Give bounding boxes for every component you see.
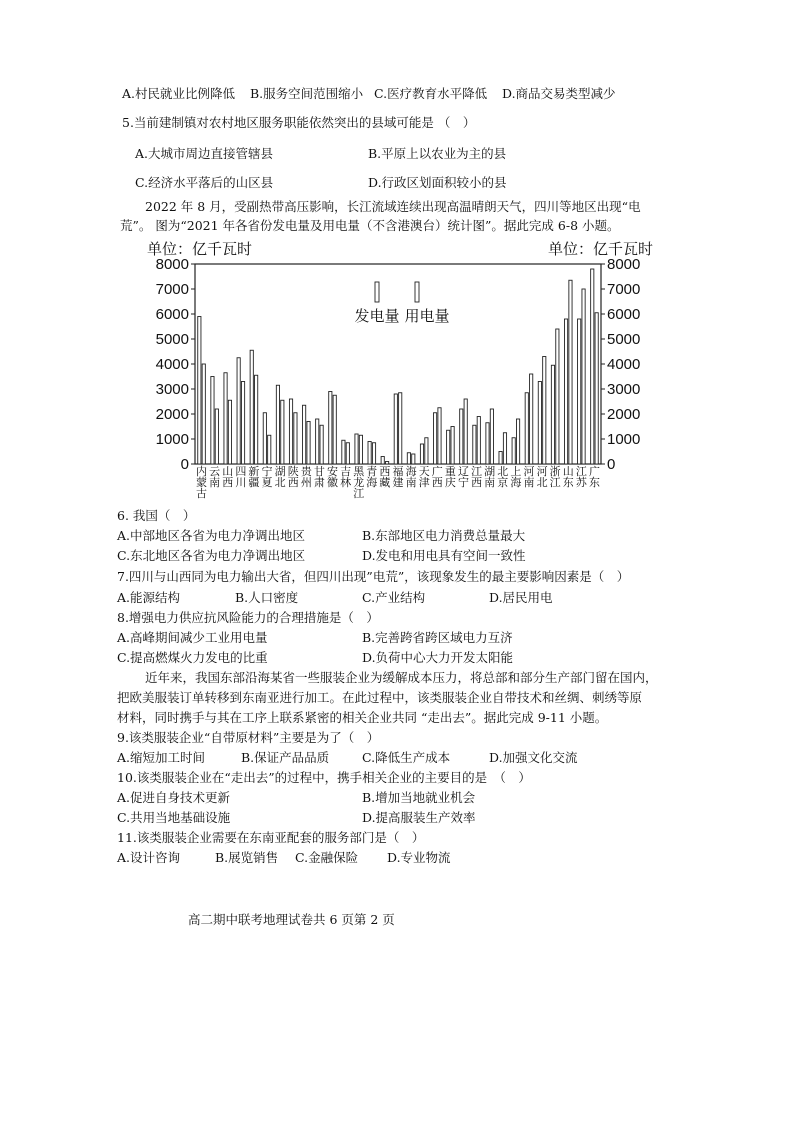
y-tick-label-right: 6000 xyxy=(607,306,641,323)
bar-generation xyxy=(460,409,463,464)
bar-consumption xyxy=(438,408,441,464)
q5-option-d: D.行政区划面积较小的县 xyxy=(368,175,507,190)
bar-consumption xyxy=(202,364,205,464)
bar-consumption xyxy=(399,393,402,464)
bar-consumption xyxy=(320,425,323,464)
x-category-label: 青 xyxy=(366,466,378,478)
q4-option-b: B.服务空间范围缩小 xyxy=(250,86,364,101)
q9-option-a: A.缩短加工时间 xyxy=(117,750,206,765)
bar-consumption xyxy=(228,400,231,464)
q8-option-d: D.负荷中心大力开发太阳能 xyxy=(362,650,514,665)
bar-consumption xyxy=(372,443,375,464)
bar-consumption xyxy=(359,435,362,464)
x-category-label: 云 xyxy=(209,466,221,478)
y-tick-label-right: 2000 xyxy=(607,406,641,423)
bar-generation xyxy=(342,440,345,464)
x-category-label: 江 xyxy=(471,466,483,478)
x-category-label: 新 xyxy=(248,466,260,478)
q7-stem: 7.四川与山西同为电力输出大省，但四川出现”电荒”，该现象发生的最主要影响因素是（ ） xyxy=(117,569,630,584)
bar-generation xyxy=(289,399,292,464)
bar-consumption xyxy=(307,422,310,465)
x-category-label: 吉 xyxy=(340,466,352,478)
x-category-label: 山 xyxy=(222,466,234,478)
x-category-label: 广 xyxy=(588,466,600,478)
y-tick-label-left: 2000 xyxy=(155,406,189,423)
q6-option-b: B.东部地区电力消费总量最大 xyxy=(362,528,526,543)
bar-consumption xyxy=(333,395,336,464)
q10-option-c: C.共用当地基础设施 xyxy=(117,810,231,825)
x-category-label: 疆 xyxy=(248,477,260,489)
intro-6-8-line-1: 2022 年 8 月，受副热带高压影响，长江流域连续出现高温晴朗天气，四川等地区出现“电 xyxy=(145,199,641,214)
x-category-label: 辽 xyxy=(457,466,469,478)
x-category-label: 东 xyxy=(562,477,574,489)
y-tick-label-right: 1000 xyxy=(607,431,641,448)
q8-stem: 8.增强电力供应抗风险能力的合理措施是（ ） xyxy=(117,610,379,625)
x-category-label: 南 xyxy=(484,477,496,489)
bar-consumption xyxy=(412,454,415,464)
page-footer: 高二期中联考地理试卷共 6 页第 2 页 xyxy=(188,912,395,927)
y-tick-label-right: 3000 xyxy=(607,381,641,398)
bar-consumption xyxy=(451,427,454,465)
q4-option-a: A.村民就业比例降低 xyxy=(122,86,236,101)
x-category-label: 古 xyxy=(196,488,208,500)
x-category-label: 湖 xyxy=(484,466,496,478)
y-tick-label-right: 4000 xyxy=(607,356,641,373)
bar-generation xyxy=(211,377,214,465)
bar-generation xyxy=(276,385,279,464)
bar-consumption xyxy=(464,399,467,464)
x-category-label: 上 xyxy=(510,466,522,478)
q6-stem: 6. 我国（ ） xyxy=(117,508,196,523)
q8-option-a: A.高峰期间减少工业用电量 xyxy=(117,630,268,645)
q5-option-b: B.平原上以农业为主的县 xyxy=(368,146,507,161)
q11-option-c: C.金融保险 xyxy=(295,850,359,865)
q5-option-a: A.大城市周边直接管辖县 xyxy=(135,146,274,161)
bar-generation xyxy=(473,425,476,464)
x-category-label: 海 xyxy=(510,477,522,489)
bar-consumption xyxy=(477,417,480,465)
q11-option-b: B.展览销售 xyxy=(215,850,279,865)
q6-option-d: D.发电和用电具有空间一致性 xyxy=(362,548,526,563)
x-category-label: 蒙 xyxy=(196,477,208,489)
power-chart xyxy=(145,238,655,500)
chart-plot-area xyxy=(156,256,641,500)
bar-consumption xyxy=(386,462,389,465)
bar-consumption xyxy=(516,419,519,464)
bar-consumption xyxy=(281,400,284,464)
bar-generation xyxy=(368,442,371,465)
legend-label-consumption: 用电量 xyxy=(404,308,450,325)
bar-consumption xyxy=(543,357,546,465)
q10-stem: 10.该类服装企业在“走出去”的过程中，携手相关企业的主要目的是 （ ） xyxy=(117,770,531,785)
q11-option-a: A.设计咨询 xyxy=(117,850,181,865)
bar-consumption xyxy=(530,374,533,464)
q8-option-c: C.提高燃煤火力发电的比重 xyxy=(117,650,268,665)
bar-generation xyxy=(486,423,489,464)
bar-generation xyxy=(538,382,541,465)
x-category-label: 浙 xyxy=(549,466,561,478)
y-tick-label-left: 6000 xyxy=(155,306,189,323)
bar-generation xyxy=(499,452,502,465)
x-category-label: 重 xyxy=(444,466,456,478)
x-category-label: 黑 xyxy=(353,466,365,478)
x-category-label: 海 xyxy=(366,477,378,489)
y-tick-label-left: 0 xyxy=(180,456,189,473)
x-category-label: 宁 xyxy=(261,466,273,478)
bar-generation xyxy=(578,319,581,464)
x-category-label: 广 xyxy=(431,466,443,478)
y-tick-label-left: 1000 xyxy=(155,431,189,448)
bar-generation xyxy=(224,373,227,464)
chart-ylabel-left: 单位：亿千瓦时 xyxy=(147,241,253,258)
x-category-label: 河 xyxy=(523,466,535,478)
bar-consumption xyxy=(595,313,598,464)
x-category-label: 南 xyxy=(405,477,417,489)
q10-option-d: D.提高服装生产效率 xyxy=(362,810,476,825)
bar-consumption xyxy=(215,409,218,464)
x-category-label: 湖 xyxy=(274,466,286,478)
q9-option-b: B.保证产品品质 xyxy=(241,750,330,765)
y-tick-label-right: 7000 xyxy=(607,281,641,298)
x-category-label: 林 xyxy=(340,477,352,489)
q11-stem: 11.该类服装企业需要在东南亚配套的服务部门是（ ） xyxy=(117,830,425,845)
q8-option-b: B.完善跨省跨区域电力互济 xyxy=(362,630,513,645)
q6-option-c: C.东北地区各省为电力净调出地区 xyxy=(117,548,306,563)
bar-generation xyxy=(316,419,319,464)
intro-9-11-line-3: 材料，同时携手与其在工序上联系紧密的相关企业共同 “走出去”。据此完成 9-11 小题。 xyxy=(117,710,608,725)
bar-generation xyxy=(512,438,515,464)
x-category-label: 江 xyxy=(353,488,365,500)
bar-generation xyxy=(394,394,397,464)
q7-option-a: A.能源结构 xyxy=(117,590,181,605)
intro-6-8-line-2: 荒”。 图为“2021 年各省份发电量及用电量（不含港澳台）统计图”。据此完成 6-8 小题。 xyxy=(120,218,620,233)
intro-9-11-line-1: 近年来，我国东部沿海某省一些服装企业为缓解成本压力，将总部和部分生产部门留在国内， xyxy=(145,670,658,685)
bar-generation xyxy=(198,317,201,465)
q5-stem: 5.当前建制镇对农村地区服务职能依然突出的县域可能是 （ ） xyxy=(122,115,476,130)
bar-generation xyxy=(263,413,266,464)
q7-option-b: B.人口密度 xyxy=(235,590,299,605)
q10-option-a: A.促进自身技术更新 xyxy=(117,790,231,805)
bar-consumption xyxy=(556,329,559,464)
bar-generation xyxy=(420,444,423,464)
bar-generation xyxy=(250,350,253,464)
q7-option-d: D.居民用电 xyxy=(489,590,553,605)
x-category-label: 藏 xyxy=(379,477,391,489)
y-tick-label-right: 8000 xyxy=(607,256,641,273)
x-category-label: 天 xyxy=(418,466,430,478)
bar-consumption xyxy=(569,280,572,464)
bar-generation xyxy=(433,413,436,464)
bar-consumption xyxy=(268,435,271,464)
bar-consumption xyxy=(490,409,493,464)
q7-option-c: C.产业结构 xyxy=(362,590,426,605)
x-category-label: 西 xyxy=(379,466,391,478)
x-category-label: 建 xyxy=(392,477,404,489)
q11-option-d: D.专业物流 xyxy=(387,850,451,865)
x-category-label: 京 xyxy=(497,477,509,489)
bar-generation xyxy=(303,405,306,464)
bar-generation xyxy=(447,430,450,464)
x-category-label: 北 xyxy=(536,477,548,489)
x-category-label: 甘 xyxy=(313,466,325,478)
x-category-label: 西 xyxy=(287,477,299,489)
bar-consumption xyxy=(346,443,349,464)
y-tick-label-left: 8000 xyxy=(155,256,189,273)
x-category-label: 江 xyxy=(549,477,561,489)
x-category-label: 西 xyxy=(471,477,483,489)
bar-consumption xyxy=(255,375,258,464)
x-category-label: 肃 xyxy=(313,477,325,489)
x-category-label: 津 xyxy=(418,477,430,489)
x-category-label: 川 xyxy=(235,477,247,489)
x-category-label: 北 xyxy=(497,466,509,478)
chart-ylabel-right: 单位：亿千瓦时 xyxy=(547,241,653,258)
y-tick-label-left: 5000 xyxy=(155,331,189,348)
x-category-label: 海 xyxy=(405,466,417,478)
x-category-label: 徽 xyxy=(327,477,339,489)
q5-option-c: C.经济水平落后的山区县 xyxy=(135,175,274,190)
q9-option-c: C.降低生产成本 xyxy=(362,750,451,765)
legend-swatch-generation xyxy=(375,282,379,302)
x-category-label: 西 xyxy=(431,477,443,489)
bar-consumption xyxy=(425,438,428,464)
x-category-label: 河 xyxy=(536,466,548,478)
x-category-label: 陕 xyxy=(287,466,299,478)
q4-option-c: C.医疗教育水平降低 xyxy=(374,86,488,101)
x-category-label: 四 xyxy=(235,466,247,478)
bar-generation xyxy=(407,453,410,464)
x-category-label: 贵 xyxy=(300,466,312,478)
bar-consumption xyxy=(241,382,244,465)
q6-option-a: A.中部地区各省为电力净调出地区 xyxy=(117,528,306,543)
y-tick-label-left: 3000 xyxy=(155,381,189,398)
y-tick-label-right: 0 xyxy=(607,456,616,473)
bar-generation xyxy=(355,434,358,464)
x-category-label: 江 xyxy=(575,466,587,478)
x-category-label: 福 xyxy=(392,466,404,478)
bar-generation xyxy=(564,319,567,464)
y-tick-label-left: 7000 xyxy=(155,281,189,298)
q9-option-d: D.加强文化交流 xyxy=(489,750,578,765)
bar-consumption xyxy=(582,289,585,464)
bar-generation xyxy=(237,358,240,464)
x-category-label: 南 xyxy=(209,477,221,489)
x-category-label: 南 xyxy=(523,477,535,489)
bar-generation xyxy=(381,457,384,465)
y-tick-label-left: 4000 xyxy=(155,356,189,373)
x-category-label: 西 xyxy=(222,477,234,489)
bar-consumption xyxy=(294,413,297,464)
x-category-label: 龙 xyxy=(353,477,365,489)
x-category-label: 安 xyxy=(327,466,339,478)
x-category-label: 山 xyxy=(562,466,574,478)
bar-generation xyxy=(551,365,554,464)
q4-option-d: D.商品交易类型减少 xyxy=(502,86,616,101)
bar-generation xyxy=(329,392,332,465)
intro-9-11-line-2: 把欧美服装订单转移到东南亚进行加工。在此过程中，该类服装企业自带技术和丝绸、刺绣等原 xyxy=(117,690,643,705)
x-category-label: 庆 xyxy=(444,477,456,489)
bar-generation xyxy=(591,269,594,464)
x-category-label: 北 xyxy=(274,477,286,489)
legend-swatch-consumption xyxy=(415,282,419,302)
x-category-label: 夏 xyxy=(261,477,273,489)
bar-generation xyxy=(525,393,528,464)
legend-label-generation: 发电量 xyxy=(354,308,400,325)
x-category-label: 内 xyxy=(196,466,208,478)
bar-consumption xyxy=(503,433,506,464)
x-category-label: 苏 xyxy=(575,477,587,489)
y-tick-label-right: 5000 xyxy=(607,331,641,348)
q9-stem: 9.该类服装企业“自带原材料”主要是为了（ ） xyxy=(117,730,380,745)
x-category-label: 东 xyxy=(588,477,600,489)
q10-option-b: B.增加当地就业机会 xyxy=(362,790,476,805)
x-category-label: 州 xyxy=(300,477,312,489)
x-category-label: 宁 xyxy=(457,477,469,489)
